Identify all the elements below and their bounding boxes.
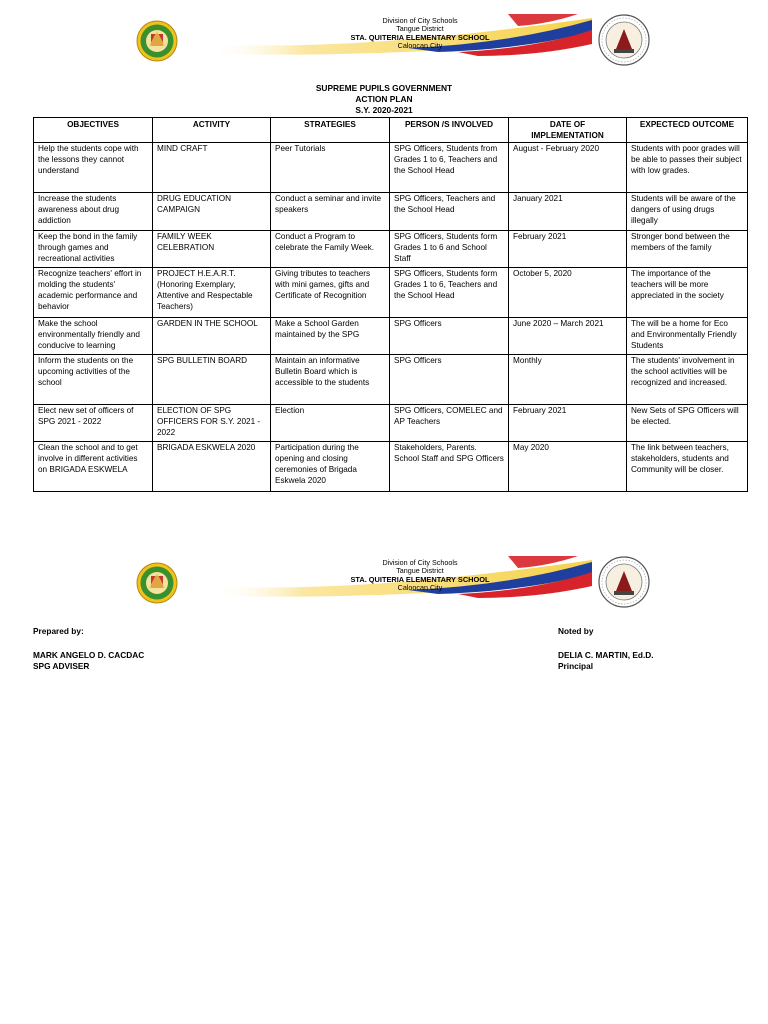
header-persons: PERSON /S INVOLVED xyxy=(390,118,509,143)
cell-activity: PROJECT H.E.A.R.T. (Honoring Exemplary, Attentive and Respectable Teachers) xyxy=(153,268,271,318)
city-seal-logo xyxy=(598,555,650,609)
cell-persons: SPG Officers, COMELEC and AP Teachers xyxy=(390,405,509,442)
header-outcome: EXPECTECD OUTCOME xyxy=(627,118,748,143)
cell-activity: GARDEN IN THE SCHOOL xyxy=(153,318,271,355)
header-date: DATE OF IMPLEMENTATION xyxy=(509,118,627,143)
cell-activity: DRUG EDUCATION CAMPAIGN xyxy=(153,193,271,231)
cell-objective: Make the school environmentally friendly and conducive to learning xyxy=(34,318,153,355)
noted-by-name: DELIA C. MARTIN, Ed.D. xyxy=(558,650,654,660)
table-row xyxy=(34,231,748,268)
cell-activity: SPG BULLETIN BOARD xyxy=(153,355,271,405)
prepared-by-name: MARK ANGELO D. CACDAC xyxy=(33,650,145,660)
school-year: S.Y. 2020-2021 xyxy=(355,105,413,115)
city-label: Caloocan City xyxy=(397,40,443,50)
district-label: Tangue District xyxy=(396,24,444,34)
cell-date: June 2020 – March 2021 xyxy=(509,318,627,355)
cell-objective: Keep the bond in the family through games and recreational activities xyxy=(34,231,153,268)
cell-activity: BRIGADA ESKWELA 2020 xyxy=(153,442,271,492)
cell-outcome: Stronger bond between the members of the family xyxy=(627,231,748,268)
noted-by-role: Principal xyxy=(558,661,594,671)
cell-persons: Stakeholders, Parents. School Staff and SPG Officers xyxy=(390,442,509,492)
letterhead-text xyxy=(300,559,540,592)
header-activity: ACTIVITY xyxy=(153,118,271,143)
cell-outcome: The link between teachers, stakeholders, students and Community will be closer. xyxy=(627,442,748,492)
cell-strategy: Maintain an informative Bulletin Board which is accessible to the students xyxy=(271,355,390,405)
cell-date: October 5, 2020 xyxy=(509,268,627,318)
cell-outcome: The students' involvement in the school activities will be recognized and increased. xyxy=(627,355,748,405)
letterhead-top xyxy=(0,10,768,74)
header-objectives: OBJECTIVES xyxy=(34,118,153,143)
org-title: SUPREME PUPILS GOVERNMENT xyxy=(315,83,453,93)
cell-date: February 2021 xyxy=(509,231,627,268)
cell-strategy: Make a School Garden maintained by the SPG xyxy=(271,318,390,355)
cell-outcome: Students will be aware of the dangers of using drugs illegally xyxy=(627,193,748,231)
cell-date: January 2021 xyxy=(509,193,627,231)
cell-date: May 2020 xyxy=(509,442,627,492)
cell-strategy: Election xyxy=(271,405,390,442)
header-strategies: STRATEGIES xyxy=(271,118,390,143)
cell-outcome: Students with poor grades will be able to passes their subject with low grades. xyxy=(627,143,748,193)
cell-persons: SPG Officers xyxy=(390,355,509,405)
cell-activity: MIND CRAFT xyxy=(153,143,271,193)
cell-outcome: The importance of the teachers will be more appreciated in the society xyxy=(627,268,748,318)
letterhead-bottom xyxy=(0,552,768,616)
letterhead-text xyxy=(300,17,540,50)
table-row xyxy=(34,143,748,193)
cell-strategy: Peer Tutorials xyxy=(271,143,390,193)
cell-strategy: Conduct a Program to celebrate the Family Week. xyxy=(271,231,390,268)
prepared-by-role: SPG ADVISER xyxy=(33,661,90,671)
cell-outcome: The will be a home for Eco and Environmentally Friendly Students xyxy=(627,318,748,355)
cell-persons: SPG Officers, Students from Grades 1 to 6, Teachers and the School Head xyxy=(390,143,509,193)
cell-persons: SPG Officers, Students form Grades 1 to 6, Teachers and the School Head xyxy=(390,268,509,318)
table-row xyxy=(34,355,748,405)
cell-strategy: Giving tributes to teachers with mini games, gifts and Certificate of Recognition xyxy=(271,268,390,318)
cell-objective: Clean the school and to get involve in different activities on BRIGADA ESKWELA xyxy=(34,442,153,492)
cell-date: August - February 2020 xyxy=(509,143,627,193)
division-label: Division of City Schools xyxy=(382,16,458,25)
cell-date: Monthly xyxy=(509,355,627,405)
table-row xyxy=(34,405,748,442)
cell-date: February 2021 xyxy=(509,405,627,442)
plan-title: ACTION PLAN xyxy=(355,94,413,104)
document-title-block xyxy=(0,83,768,116)
cell-persons: SPG Officers, Students form Grades 1 to 6 and School Staff xyxy=(390,231,509,268)
school-name: STA. QUITERIA ELEMENTARY SCHOOL xyxy=(350,32,490,42)
cell-outcome: New Sets of SPG Officers will be elected. xyxy=(627,405,748,442)
action-plan-table xyxy=(33,117,748,492)
cell-persons: SPG Officers xyxy=(390,318,509,355)
cell-objective: Inform the students on the upcoming activities of the school xyxy=(34,355,153,405)
prepared-by-label: Prepared by: xyxy=(33,626,84,636)
cell-objective: Recognize teachers' effort in molding the students' academic performance and behavior xyxy=(34,268,153,318)
table-row xyxy=(34,318,748,355)
table-row xyxy=(34,193,748,231)
table-header-row xyxy=(34,118,748,143)
cell-strategy: Participation during the opening and closing ceremonies of Brigada Eskwela 2020 xyxy=(271,442,390,492)
school-seal-logo xyxy=(136,562,178,604)
cell-objective: Help the students cope with the lessons they cannot understand xyxy=(34,143,153,193)
cell-persons: SPG Officers, Teachers and the School Head xyxy=(390,193,509,231)
table-row xyxy=(34,268,748,318)
cell-activity: ELECTION OF SPG OFFICERS FOR S.Y. 2021 - 2022 xyxy=(153,405,271,442)
cell-objective: Increase the students awareness about drug addiction xyxy=(34,193,153,231)
table-row xyxy=(34,442,748,492)
division-label: Division of City Schools xyxy=(382,558,458,567)
cell-objective: Elect new set of officers of SPG 2021 - 2022 xyxy=(34,405,153,442)
district-label: Tangue District xyxy=(396,566,444,576)
city-label: Caloocan City xyxy=(397,582,443,592)
cell-activity: FAMILY WEEK CELEBRATION xyxy=(153,231,271,268)
school-seal-logo xyxy=(136,20,178,62)
cell-strategy: Conduct a seminar and invite speakers xyxy=(271,193,390,231)
city-seal-logo xyxy=(598,13,650,67)
school-name: STA. QUITERIA ELEMENTARY SCHOOL xyxy=(350,574,490,584)
noted-by-label: Noted by xyxy=(558,626,594,636)
